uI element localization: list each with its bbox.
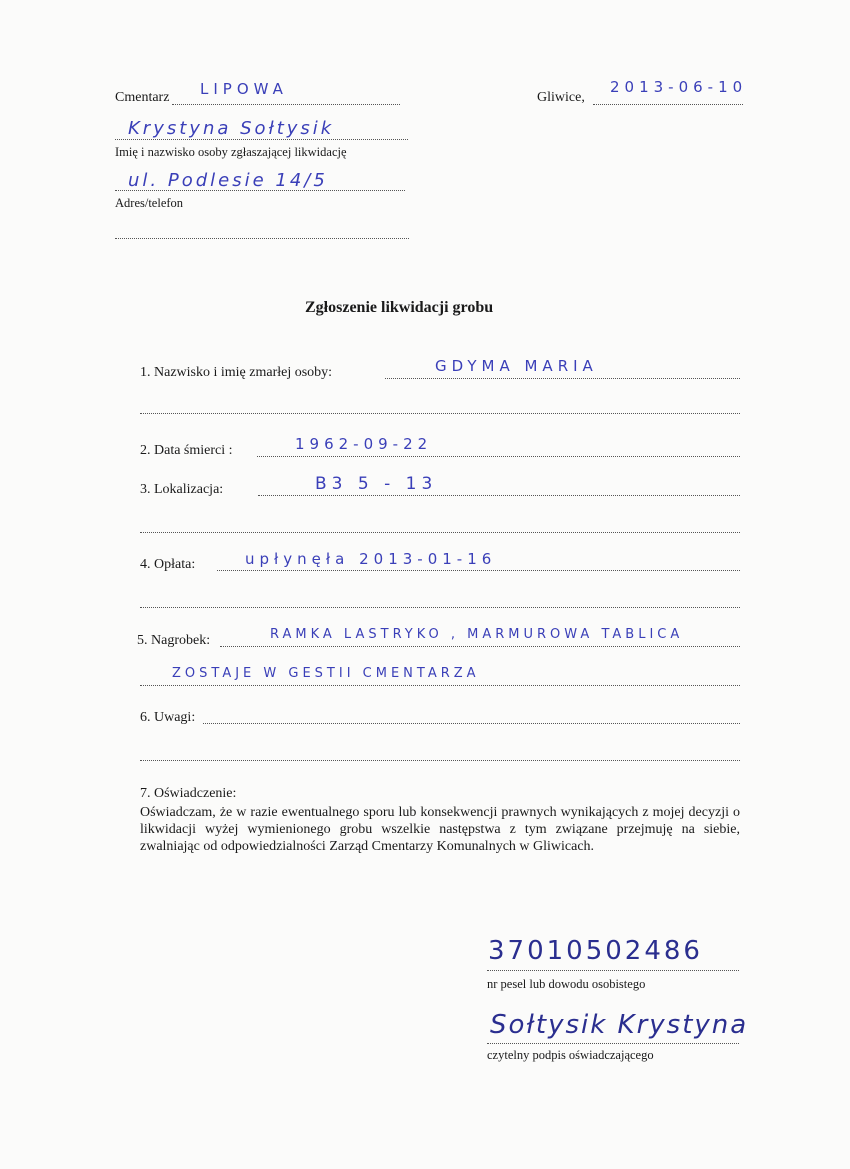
deceased-label: 1. Nazwisko i imię zmarłej osoby: [140, 365, 333, 380]
tombstone-line-2 [140, 685, 740, 686]
fee-value[interactable]: upłynęła 2013-01-16 [245, 550, 497, 568]
signature-line [487, 1043, 739, 1044]
date-value[interactable]: 2013-06-10 [610, 78, 748, 96]
location-line-2 [140, 532, 740, 533]
declaration-text: Oświadczam, że w razie ewentualnego sporu lub konsekwencji prawnych wynikających z mojej decyzji o likwidacji wyżej wymienionego grobu wszelkie następstwa z tym związane przejmuję na siebie, zwalniając od odpowiedzialności Zarząd Cmentarzy Komunalnych w Gliwicach. [140, 805, 740, 854]
death-date-value[interactable]: 1962-09-22 [295, 435, 433, 453]
deceased-line [385, 378, 740, 379]
fee-line-2 [140, 607, 740, 608]
cemetery-value[interactable]: LIPOWA [200, 80, 288, 98]
remarks-line [203, 723, 740, 724]
signature-value[interactable]: Sołtysik Krystyna [490, 1010, 749, 1040]
location-value[interactable]: B3 5 - 13 [315, 474, 438, 494]
form-title: Zgłoszenie likwidacji grobu [305, 299, 494, 316]
location-label: 3. Lokalizacja: [140, 482, 224, 497]
applicant-name-label: Imię i nazwisko osoby zgłaszającej likwidację [115, 145, 347, 159]
pesel-value[interactable]: 37010502486 [488, 936, 703, 966]
tombstone-value-line1[interactable]: RAMKA LASTRYKO , MARMUROWA TABLICA [270, 627, 684, 642]
tombstone-label: 5. Nagrobek: [137, 633, 211, 648]
pesel-label: nr pesel lub dowodu osobistego [487, 977, 646, 991]
remarks-label: 6. Uwagi: [140, 710, 196, 725]
pesel-line [487, 970, 739, 971]
address-line [115, 190, 405, 191]
fee-label: 4. Opłata: [140, 557, 196, 572]
address-value[interactable]: ul. Podlesie 14/5 [128, 170, 328, 191]
cemetery-label: Cmentarz [115, 90, 170, 105]
death-date-label: 2. Data śmierci : [140, 443, 233, 458]
remarks-line-2 [140, 760, 740, 761]
deceased-value[interactable]: GDYMA MARIA [435, 357, 598, 375]
phone-line [115, 238, 409, 239]
fee-line [217, 570, 740, 571]
tombstone-value-line2[interactable]: ZOSTAJE W GESTII CMENTARZA [172, 666, 480, 681]
signature-label: czytelny podpis oświadczającego [487, 1048, 654, 1062]
cemetery-line [172, 104, 400, 105]
applicant-name-value[interactable]: Krystyna Sołtysik [128, 118, 335, 139]
applicant-name-line [115, 139, 408, 140]
date-line [593, 104, 743, 105]
death-date-line [257, 456, 740, 457]
declaration-heading: 7. Oświadczenie: [140, 786, 237, 801]
location-line [258, 495, 740, 496]
tombstone-line [220, 646, 740, 647]
deceased-line-2 [140, 413, 740, 414]
address-label: Adres/telefon [115, 196, 184, 210]
city-label: Gliwice, [537, 90, 585, 105]
